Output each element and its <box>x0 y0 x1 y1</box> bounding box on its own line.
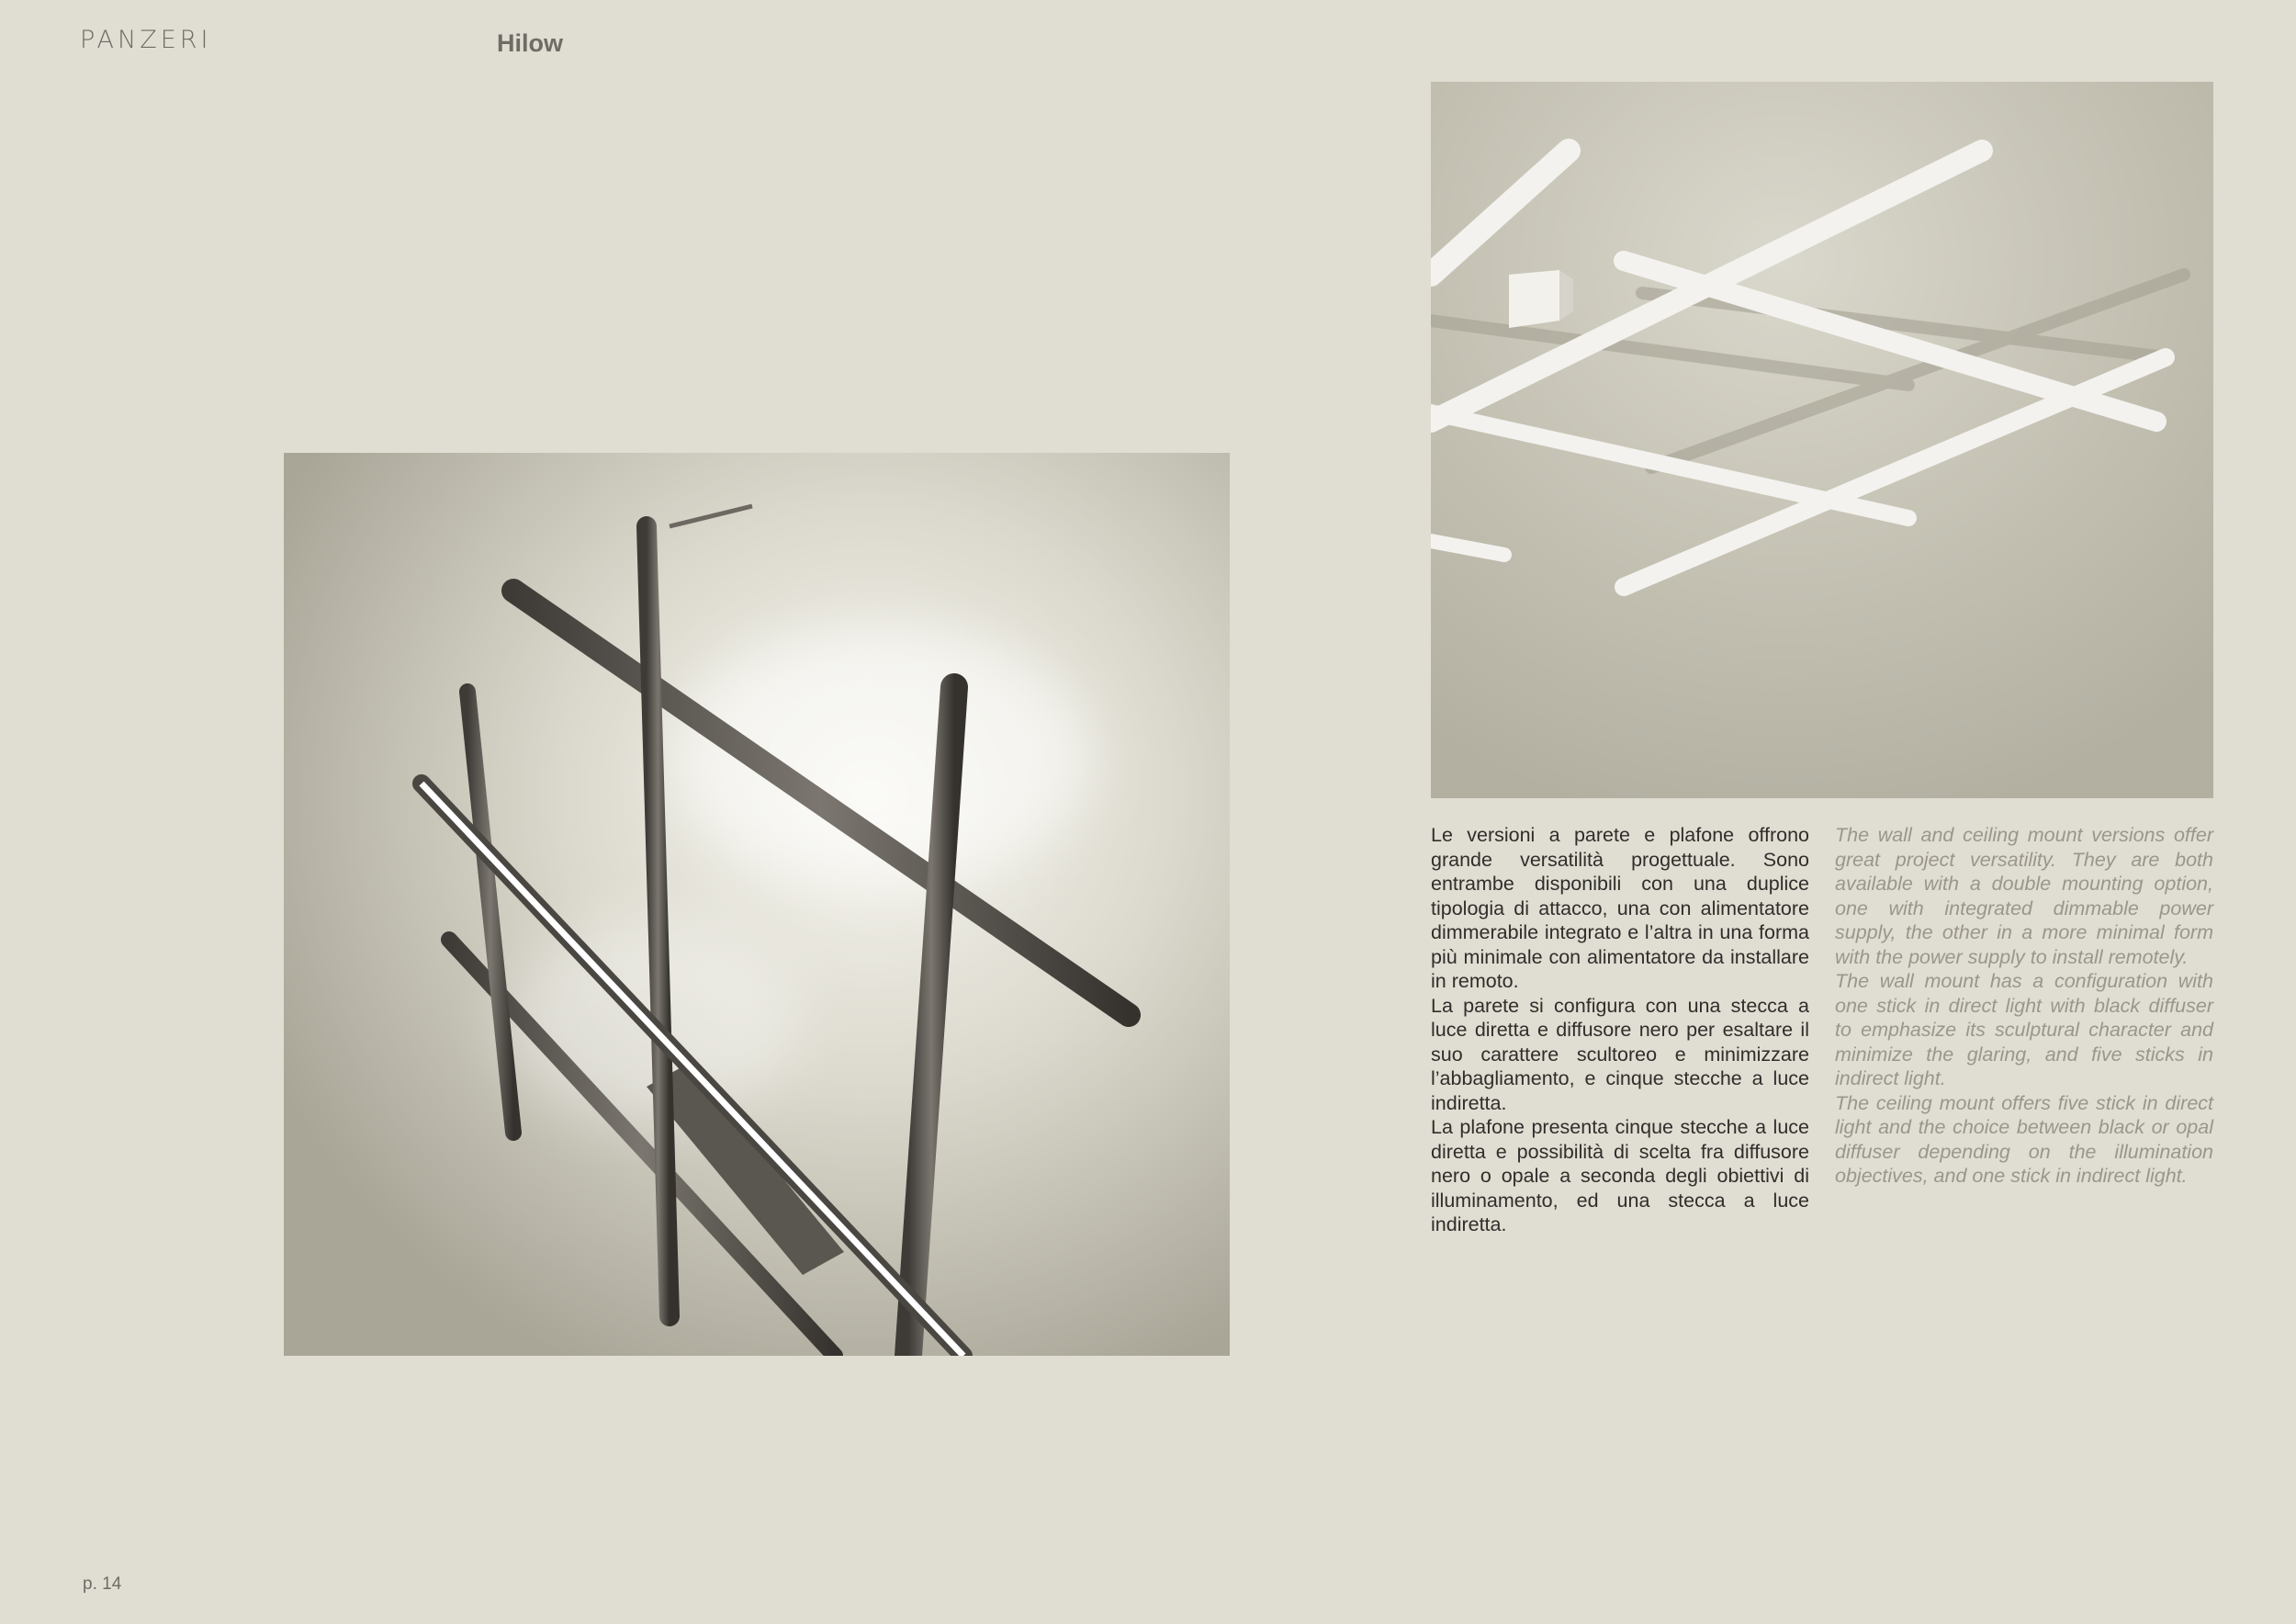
wall-lamp-photo <box>284 453 1230 1356</box>
page-number: p. 14 <box>83 1574 122 1594</box>
english-paragraph: The wall mount has a configuration with one stick in direct light with black diffuser to emphasize its sculptural character and minimize the glaring, and five sticks in indirect light. <box>1835 970 2213 1089</box>
product-title: Hilow <box>497 29 563 57</box>
italian-description <box>1431 823 1809 1237</box>
italian-paragraph: Le versioni a parete e plafone offrono grande versatilità progettuale. Sono entrambe disponibili con una duplice tipologia di attacco, una con alimentatore dimmerabile integrato e l’altra in una forma più minimale con alimentatore da installare in remoto. <box>1431 824 1809 992</box>
brand-logo: PANZERI <box>80 26 212 54</box>
english-paragraph: The wall and ceiling mount versions offer great project versatility. They are both available with a double mounting option, one with integrated dimmable power supply, the other in a more minimal form with the power supply to install remotely. <box>1835 824 2213 968</box>
ceiling-lamp-photo <box>1431 82 2213 798</box>
english-paragraph: The ceiling mount offers five stick in direct light and the choice between black or opal diffuser depending on the illumination objectives, and one stick in indirect light. <box>1835 1091 2213 1187</box>
english-description <box>1835 823 2213 1189</box>
italian-paragraph: La parete si configura con una stecca a luce diretta e diffusore nero per esaltare il suo carattere scultoreo e minimizzare l’abbagliamento, e cinque stecche a luce indiretta. <box>1431 994 1809 1114</box>
italian-paragraph: La plafone presenta cinque stecche a luce diretta e possibilità di scelta fra diffusore nero o opale a seconda degli obiettivi di illuminamento, ed una stecca a luce indiretta. <box>1431 1116 1809 1235</box>
